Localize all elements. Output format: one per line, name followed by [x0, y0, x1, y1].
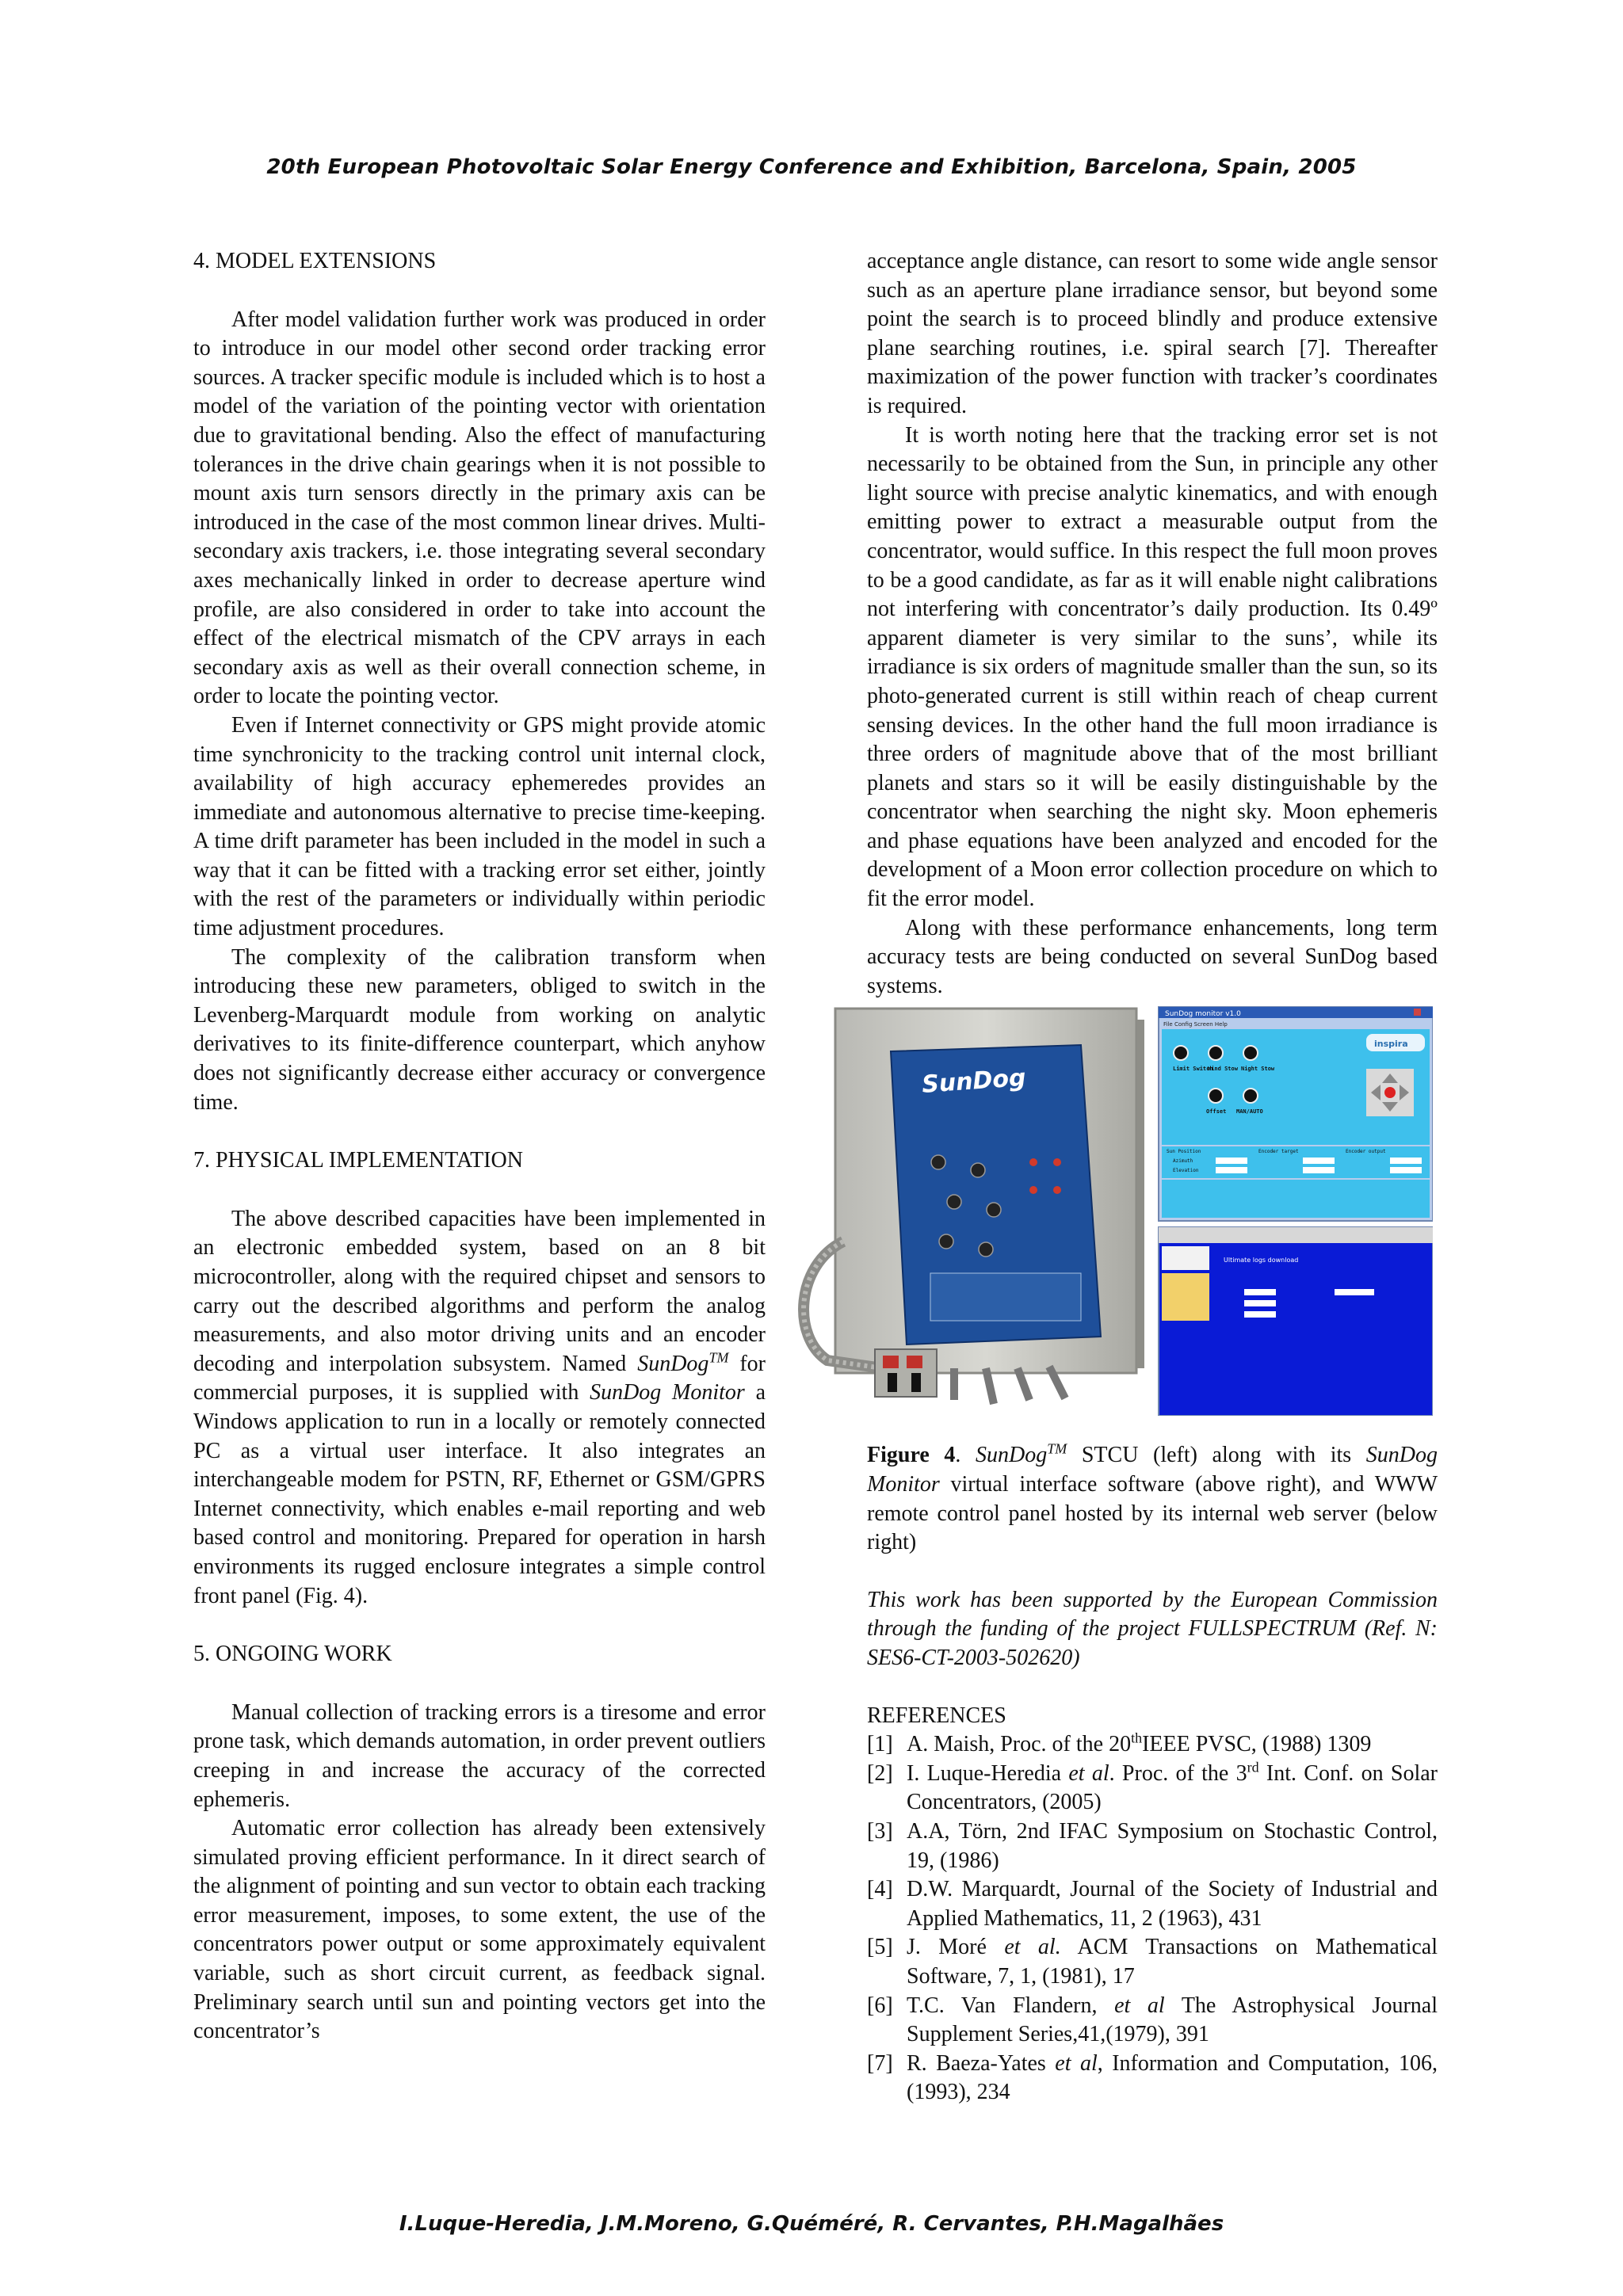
figure-4-caption: Figure 4. SunDog™ STCU (left) along with its SunDog Monitor virtual interface software (above right), and WWW remote control panel hosted by its internal web server (below right) [867, 1441, 1438, 1555]
right-paragraph-continued: acceptance angle distance, can resort to some wide angle sensor such as an aperture plane irradiance sensor, but beyond some point the search is to proceed blindly and produce extensive plane searching routines, i.e. spiral search [7]. Thereafter maximization of the power function with tracker’s coordinates is required. [867, 249, 1438, 418]
reference-item: [7] R. Baeza-Yates et al, Information and Computation, 106, (1993), 234 [867, 2050, 1438, 2105]
moon-paragraph: It is worth noting here that the tracking error set is not necessarily to be obtained from the Sun, in principle any other light source with precise analytic kinematics, and with enough emitting power to extract a measurable output from the concentrator, would suffice. In this respect the full moon proves to be a good candidate, as far as it will enable night calibrations not interfering with concentrator’s daily production. Its 0.49º apparent diameter is very similar to the suns’, while its irradiance is six orders of magnitude smaller than the sun, so its photo-generated current is still within reach of cheap current sensing devices. In the other hand the full moon irradiance is three orders of magnitude above that of the most brilliant planets and stars so it will be easily distinguishable by the concentrator when searching the night sky. Moon ephemeris and phase equations have been analyzed and encoded for the development of a Moon error collection procedure on which to fit the error model. [867, 422, 1438, 912]
reference-item: [1] A. Maish, Proc. of the 20thIEEE PVSC, (1988) 1309 [867, 1730, 1372, 1757]
right-column [867, 247, 1438, 2107]
svg-text:File Config Screen Help: File Config Screen Help [1163, 1021, 1228, 1028]
funding-acknowledgement: This work has been supported by the European Commission through the funding of the project FULLSPECTRUM (Ref. N: SES6-CT-2003-502620) [867, 1587, 1438, 1670]
section-4-paragraph-1: After model validation further work was produced in order to introduce in our model other second order tracking error sources. A tracker specific module is included which is to host a model of the variation of the pointing vector with orientation due to gravitational bending. Also the effect of manufacturing tolerances in the drive chain gearings when it is not possible to mount axis turn sensors directly in the primary axis can be introduced in the case of the most common linear drives. Multi-secondary axis trackers, i.e. those integrating several secondary axes mechanically linked in order to decrease aperture wind profile, are also considered in order to take into account the effect of the electrical mismatch of the CPV arrays in each secondary axis as well as their overall connection scheme, in order to locate the pointing vector. [193, 307, 766, 709]
figure-4-image [796, 1004, 1433, 1416]
section-4-paragraph-2: Even if Internet connectivity or GPS might provide atomic time synchronicity to the tracking control unit internal clock, availability of high accuracy ephemeredes provides an immediate and autonomous alternative to precise time-keeping. A time drift parameter has been included in the model in such a way that it can be fitted with a tracking error set either, jointly with the rest of the parameters or individually within periodic time adjustment procedures. [193, 712, 766, 941]
section-5-paragraph-1: Manual collection of tracking errors is a tiresome and error prone task, which demands automation, in order prevent outliers creeping in and increase the accuracy of the corrected ephemeris. [193, 1699, 766, 1812]
reference-item: [2] I. Luque-Heredia et al. Proc. of the 3rd Int. Conf. on Solar Concentrators, (2005) [867, 1759, 1438, 1815]
performance-paragraph: Along with these performance enhancements, long term accuracy tests are being conducted on several SunDog based systems. [867, 915, 1438, 998]
svg-text:Ultimate logs download: Ultimate logs download [1224, 1257, 1299, 1264]
reference-item: [6] T.C. Van Flandern, et al The Astrophysical Journal Supplement Series,41,(1979), 391 [867, 1993, 1438, 2047]
left-column [193, 247, 766, 2046]
sundog-photo-illustration [796, 1004, 1433, 1416]
svg-text:SunDog monitor v1.0: SunDog monitor v1.0 [1165, 1010, 1241, 1019]
section-5-title: 5. ONGOING WORK [193, 1642, 392, 1667]
svg-text:Sun Position Encoder t: Sun Position Encoder target Encoder output Azimuth Elevation [1167, 1149, 1386, 1174]
panel-brand-text: SunDog [921, 1064, 1027, 1100]
section-4-paragraph-3: The complexity of the calibration transform when introducing these new parameters, obliged to switch in the Levenberg-Marquardt module from working on analytic derivatives to its finite-difference counterpart, which anyhow does not significantly decrease either accuracy or convergence time. [193, 944, 766, 1115]
reference-item: [4] D.W. Marquardt, Journal of the Society of Industrial and Applied Mathematics, 11, 2 (1963), 431 [867, 1877, 1438, 1931]
references-list [867, 1730, 1438, 2107]
section-7-title: 7. PHYSICAL IMPLEMENTATION [193, 1148, 523, 1173]
section-4-title: 4. MODEL EXTENSIONS [193, 249, 437, 273]
section-5-paragraph-2: Automatic error collection has already been extensively simulated proving efficient performance. In it direct search of the alignment of pointing and sun vector to obtain each tracking error measurement, imposes, to some extent, the use of the concentrators power output or some approximately equivalent variable, such as short circuit current, as feedback signal. Preliminary search until sun and pointing vectors get into the concentrator’s [193, 1816, 766, 2044]
conference-header: 20th European Photovoltaic Solar Energy Conference and Exhibition, Barcelona, Spain, 2005 [266, 155, 1357, 179]
section-7-paragraph-1: The above described capacities have been implemented in an electronic embedded system, based on an 8 bit microcontroller, along with the required chipset and sensors to carry out the described algorithms and perform the analog measurements, and also motor driving units and an encoder decoding and interpolation subsystem. Named SunDog™ for commercial purposes, it is supplied with SunDog Monitor a Windows application to run in a locally or remotely connected PC as a virtual user interface. It also integrates an interchangeable modem for PSTN, RF, Ethernet or GSM/GPRS Internet connectivity, which enables e-mail reporting and web based control and monitoring. Prepared for operation in harsh environments its rugged enclosure integrates a simple control front panel (Fig. 4). [193, 1206, 766, 1608]
svg-text:inspira: inspira [1374, 1039, 1408, 1050]
references-heading: REFERENCES [867, 1703, 1006, 1728]
svg-text:Limit Switch Wind Stow: Limit Switch Wind Stow Night Stow Offset MAN/AUTO [1173, 1066, 1275, 1116]
reference-item: [3] A.A, Törn, 2nd IFAC Symposium on Stochastic Control, 19, (1986) [867, 1818, 1438, 1873]
authors-footer: I.Luque-Heredia, J.M.Moreno, G.Quéméré, R. Cervantes, P.H.Magalhães [399, 2212, 1224, 2236]
reference-item: [5] J. Moré et al. ACM Transactions on Mathematical Software, 7, 1, (1981), 17 [867, 1935, 1438, 1989]
